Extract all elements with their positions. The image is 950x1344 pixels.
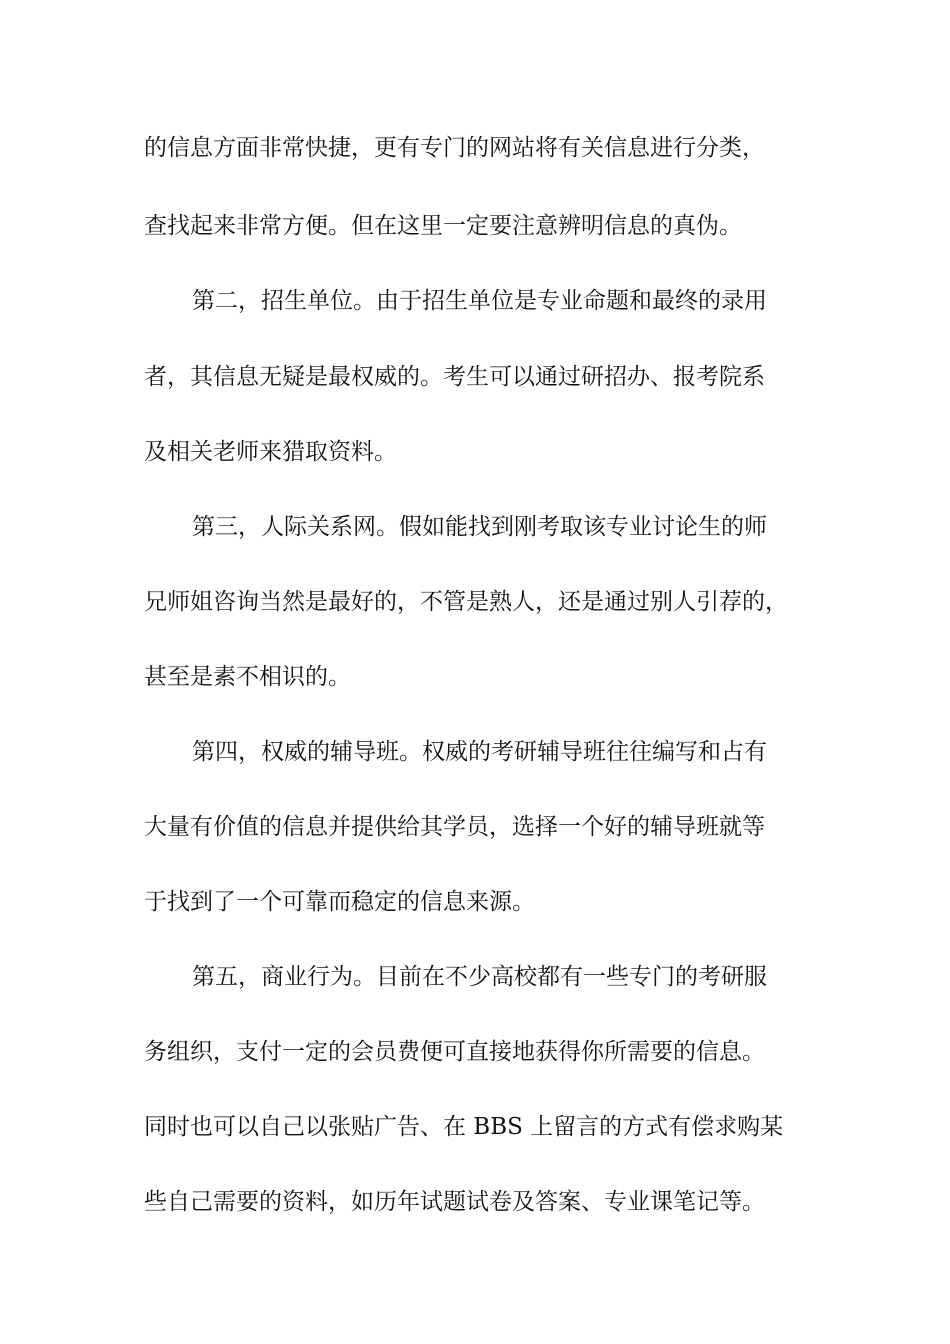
text-line: 者，其信息无疑是最权威的。考生可以通过研招办、报考院系 [144, 364, 765, 390]
text-line: 于找到了一个可靠而稳定的信息来源。 [144, 889, 535, 915]
text-line: 兄师姐咨询当然是最好的，不管是熟人，还是通过别人引荐的， [144, 589, 788, 615]
paragraph-first-line: 第四，权威的辅导班。权威的考研辅导班往往编写和占有 [192, 739, 767, 765]
paragraph-first-line: 第三，人际关系网。假如能找到刚考取该专业讨论生的师 [192, 514, 767, 540]
text-line: 的信息方面非常快捷，更有专门的网站将有关信息进行分类， [144, 135, 765, 161]
text-line: 甚至是素不相识的。 [144, 664, 351, 690]
text-line: 大量有价值的信息并提供给其学员，选择一个好的辅导班就等 [144, 814, 765, 840]
text-line: 些自己需要的资料，如历年试题试卷及答案、专业课笔记等。 [144, 1189, 765, 1215]
text-line: 务组织，支付一定的会员费便可直接地获得你所需要的信息。 [144, 1039, 765, 1065]
paragraph-first-line: 第二，招生单位。由于招生单位是专业命题和最终的录用 [192, 288, 767, 314]
text-line: 查找起来非常方便。但在这里一定要注意辨明信息的真伪。 [144, 213, 742, 239]
text-line: 及相关老师来猎取资料。 [144, 439, 397, 465]
text-line: 同时也可以自己以张贴广告、在 BBS 上留言的方式有偿求购某 [144, 1114, 784, 1140]
paragraph-first-line: 第五，商业行为。目前在不少高校都有一些专门的考研服 [192, 964, 767, 990]
